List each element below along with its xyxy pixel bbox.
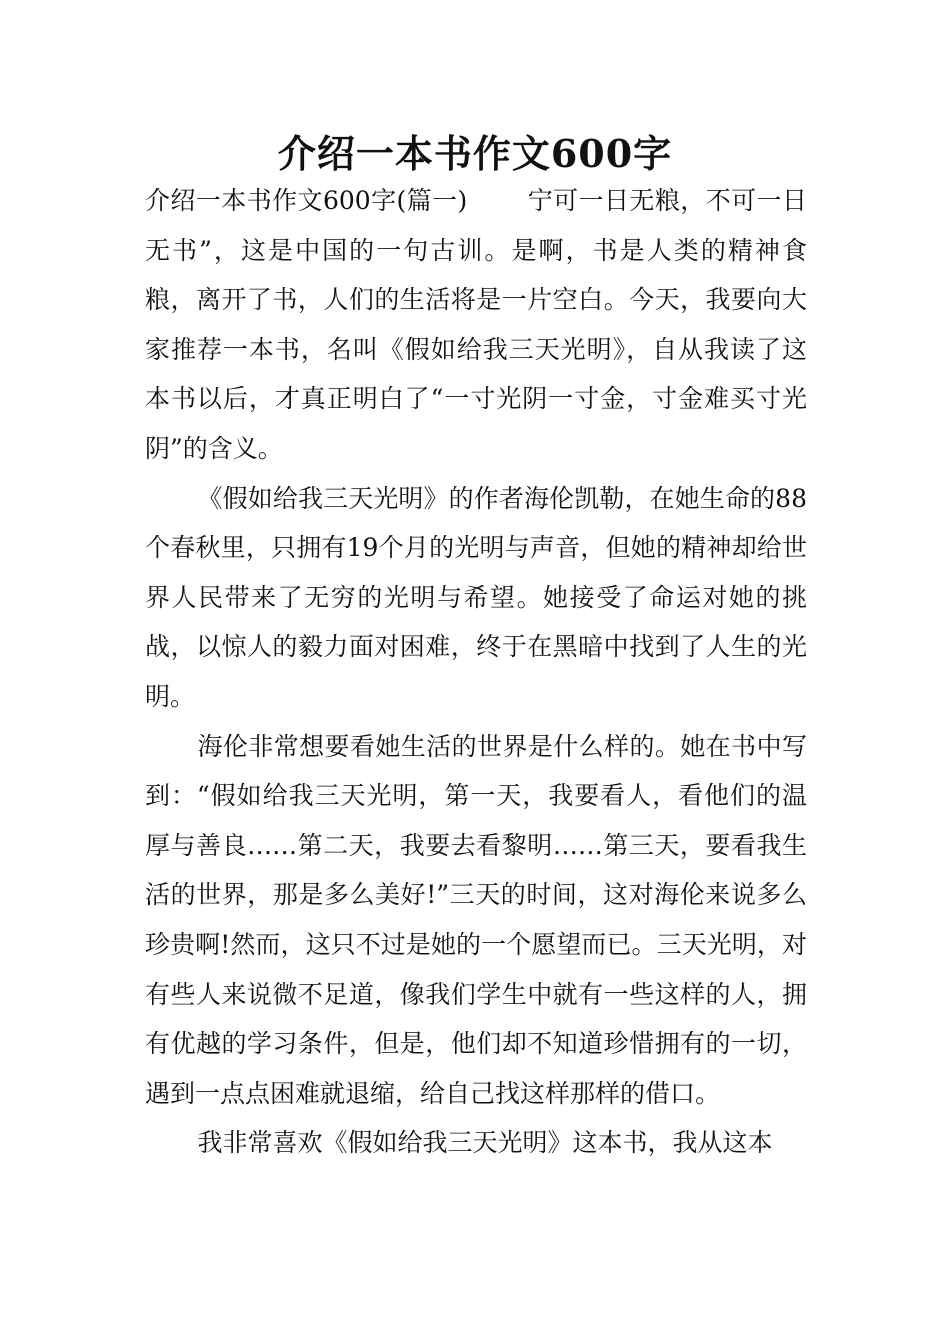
document-body bbox=[145, 176, 807, 1168]
paragraph-text: 宁可一日无粮，不可一日无书”，这是中国的一句古训。是啊，书是人类的精神食粮，离开了书，人们的生活将是一片空白。今天，我要向大家推荐一本书，名叫《假如给我三天光明》，自从我读了这本书以后，才真正明白了“一寸光阴一寸金，寸金难买寸光阴”的含义。 bbox=[145, 186, 807, 463]
paragraph-3: 海伦非常想要看她生活的世界是什么样的。她在书中写到：“假如给我三天光明，第一天，我要看人，看他们的温厚与善良……第二天，我要去看黎明……第三天，要看我生活的世界，那是多么美好!”三天的时间，这对海伦来说多么珍贵啊!然而，这只不过是她的一个愿望而已。三天光明，对有些人来说微不足道，像我们学生中就有一些这样的人，拥有优越的学习条件，但是，他们却不知道珍惜拥有的一切，遇到一点点困难就退缩，给自己找这样那样的借口。 bbox=[145, 731, 807, 1108]
page-title: 介绍一本书作文600字 bbox=[277, 131, 673, 176]
paragraph-2: 《假如给我三天光明》的作者海伦凯勒，在她生命的88个春秋里，只拥有19个月的光明与声音，但她的精神却给世界人民带来了无穷的光明与希望。她接受了命运对她的挑战，以惊人的毅力面对困难，终于在黑暗中找到了人生的光明。 bbox=[145, 483, 807, 711]
section-heading: 介绍一本书作文600字(篇一) bbox=[145, 186, 468, 215]
paragraph-1 bbox=[145, 176, 807, 474]
paragraph-4: 我非常喜欢《假如给我三天光明》这本书，我从这本 bbox=[197, 1128, 773, 1158]
